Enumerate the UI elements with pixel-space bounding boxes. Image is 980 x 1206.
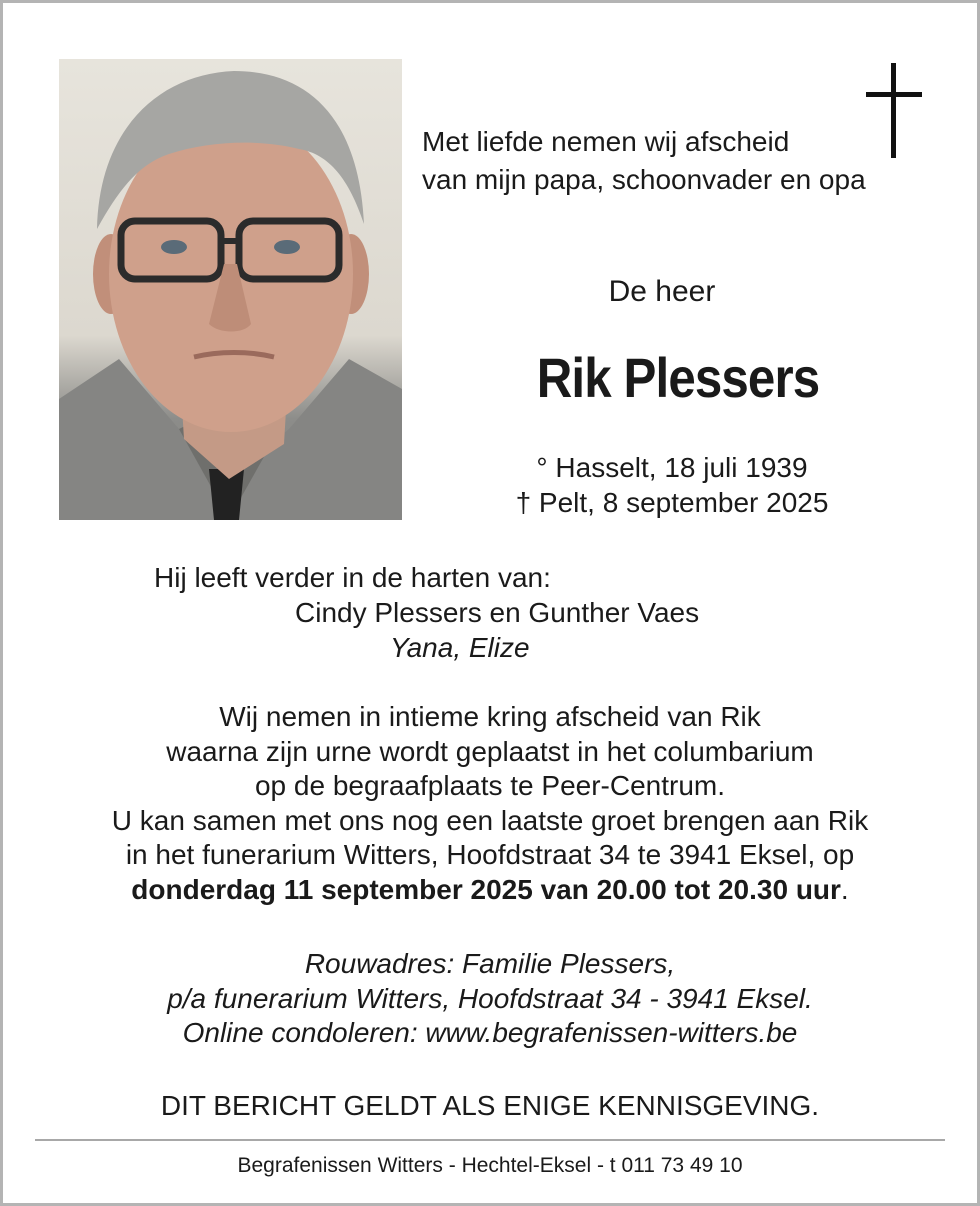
- survivors-children: Cindy Plessers en Gunther Vaes: [295, 597, 700, 628]
- ceremony-line-1: Wij nemen in intieme kring afscheid van Rik: [219, 701, 761, 732]
- ceremony-line-3: op de begraafplaats te Peer-Centrum.: [254, 770, 726, 801]
- deceased-name: Rik Plessers: [536, 346, 820, 409]
- ceremony-text: [0, 700, 980, 907]
- official-notice: DIT BERICHT GELDT ALS ENIGE KENNISGEVING.: [160, 1090, 820, 1121]
- portrait-photo: [59, 59, 402, 520]
- mourning-address: [0, 947, 980, 1051]
- address-line-3: Online condoleren: www.begrafenissen-witters.be: [182, 1017, 798, 1048]
- footer-divider: [35, 1139, 945, 1141]
- intro-line-1: Met liefde nemen wij afscheid: [422, 126, 790, 157]
- address-line-2: p/a funerarium Witters, Hoofdstraat 34 - 3941 Eksel.: [167, 982, 813, 1014]
- portrait-illustration: [59, 59, 402, 520]
- funeral-home-footer: Begrafenissen Witters - Hechtel-Eksel - t 011 73 49 10: [237, 1154, 743, 1177]
- intro-text: [422, 123, 942, 199]
- honorific: De heer: [608, 275, 716, 308]
- ceremony-date: donderdag 11 september 2025 van 20.00 tot 20.30 uur: [131, 873, 841, 905]
- survivors-intro: Hij leeft verder in de harten van:: [154, 562, 551, 593]
- life-dates: [402, 450, 942, 520]
- death-date: † Pelt, 8 september 2025: [515, 487, 829, 518]
- intro-line-2: van mijn papa, schoonvader en opa: [422, 164, 866, 195]
- ceremony-date-suffix: .: [840, 873, 849, 905]
- ceremony-line-2: waarna zijn urne wordt geplaatst in het columbarium: [166, 735, 814, 767]
- ceremony-line-5: in het funerarium Witters, Hoofdstraat 34 te 3941 Eksel, op: [125, 839, 855, 870]
- birth-date: ° Hasselt, 18 juli 1939: [536, 452, 808, 483]
- address-line-1: Rouwadres: Familie Plessers,: [304, 948, 676, 979]
- ceremony-line-4: U kan samen met ons nog een laatste groet brengen aan Rik: [111, 804, 869, 836]
- survivors-grandchildren: Yana, Elize: [390, 632, 530, 663]
- ceremony-date-line: [0, 873, 980, 908]
